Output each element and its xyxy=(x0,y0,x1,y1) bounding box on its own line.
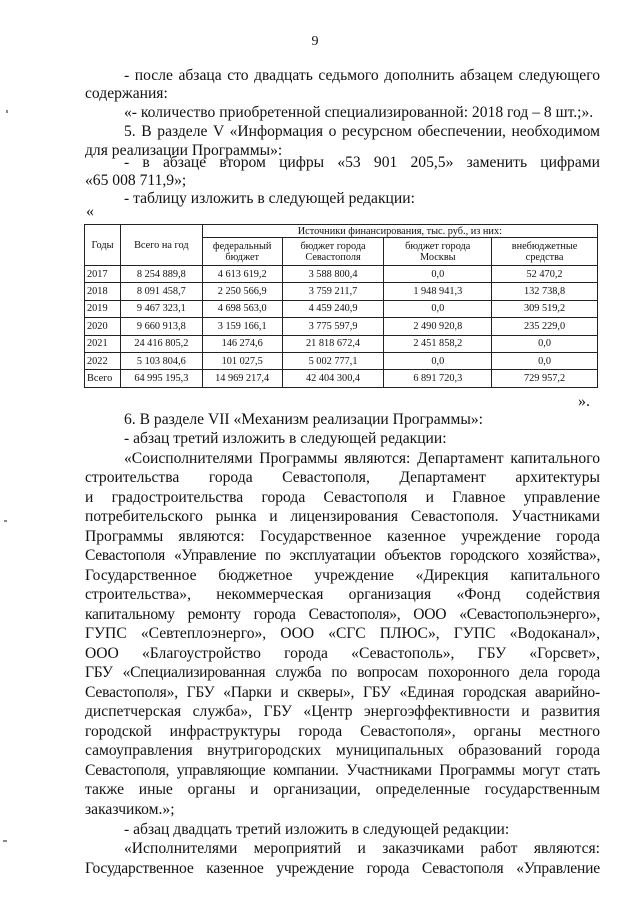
table-cell: 42 404 300,4 xyxy=(282,370,384,387)
scan-speck xyxy=(4,520,7,522)
paragraph-line: капитальному ремонту города Севастополя», ООО «Севастопольэнерго», xyxy=(85,606,600,623)
paragraph-line: «Исполнителями мероприятий и заказчиками работ являются: xyxy=(124,840,600,857)
table-cell: 0,0 xyxy=(384,300,492,317)
table-cell: 2020 xyxy=(85,318,121,335)
table-cell: 6 891 720,3 xyxy=(384,370,492,387)
table-cell: 2 250 566,9 xyxy=(202,283,282,300)
header-sources: Источники финансирования, тыс. руб., из них: xyxy=(202,225,597,238)
table-cell: 8 254 889,8 xyxy=(120,266,202,283)
paragraph-line: строительства города Севастополя, Департамент архитектуры xyxy=(85,469,600,486)
header-federal: федеральный бюджет xyxy=(202,238,282,266)
paragraph-line: Программы являются: Государственное казенное учреждение города xyxy=(85,528,600,545)
table-cell: 3 159 166,1 xyxy=(202,318,282,335)
financing-table xyxy=(84,224,598,388)
paragraph-line: - таблицу изложить в следующей редакции: xyxy=(124,190,415,207)
header-total: Всего на год xyxy=(120,225,202,266)
paragraph-line: диспетчерская служба», ГБУ «Центр энергоэффективности и развития xyxy=(85,703,600,720)
table-cell: 309 519,2 xyxy=(492,300,598,317)
table-cell: 2 451 858,2 xyxy=(384,335,492,352)
header-moscow: бюджет города Москвы xyxy=(384,238,492,266)
table-cell: 2021 xyxy=(85,335,121,352)
quote-open-mark: « xyxy=(86,203,94,220)
table-cell: 2018 xyxy=(85,283,121,300)
scan-speck xyxy=(6,110,8,113)
paragraph-line: ГБУ «Специализированная служба по вопросам похоронного дела города xyxy=(85,664,600,681)
paragraph-line: ООО «Благоустройство города «Севастополь», ГБУ «Горсвет», xyxy=(85,645,600,662)
header-sevastopol: бюджет города Севастополя xyxy=(282,238,384,266)
paragraph-line: «65 008 711,9»; xyxy=(85,172,187,189)
table-cell: 2019 xyxy=(85,300,121,317)
table-cell: 101 027,5 xyxy=(202,352,282,369)
paragraph-line: для реализации Программы»: xyxy=(85,142,283,159)
header-extrabudget: внебюджетные средства xyxy=(492,238,598,266)
table-cell: 0,0 xyxy=(384,352,492,369)
table-row-total xyxy=(85,370,598,387)
quote-close-mark: ». xyxy=(578,393,590,410)
paragraph-line: Севастополя, управляющие компании. Участниками Программы могут стать xyxy=(85,762,600,779)
paragraph-line: Севастополя», ГБУ «Парки и скверы», ГБУ «Единая городская аварийно- xyxy=(85,684,600,701)
table-row xyxy=(85,335,598,352)
table-row xyxy=(85,283,598,300)
table-cell: 146 274,6 xyxy=(202,335,282,352)
table-cell: 14 969 217,4 xyxy=(202,370,282,387)
table-cell: 52 470,2 xyxy=(492,266,598,283)
table-cell: 2 490 920,8 xyxy=(384,318,492,335)
paragraph-line: - абзац двадцать третий изложить в следующей редакции: xyxy=(124,821,510,838)
page-number: 9 xyxy=(311,34,319,49)
paragraph-line: ГУПС «Севтеплоэнерго», ООО «СГС ПЛЮС», ГУПС «Водоканал», xyxy=(85,625,600,642)
paragraph-line: «Соисполнителями Программы являются: Департамент капитального xyxy=(124,450,600,467)
paragraph-line: также иные органы и организации, определенные государственным xyxy=(85,781,600,798)
paragraph-line: - в абзаце втором цифры «53 901 205,5» заменить цифрами xyxy=(124,154,600,171)
table-cell: 5 002 777,1 xyxy=(282,352,384,369)
paragraph-line: городской инфраструктуры города Севастополя», органы местного xyxy=(85,723,600,740)
paragraph-line: самоуправления внутригородских муниципальных образований города xyxy=(85,742,600,759)
table-cell: 0,0 xyxy=(492,335,598,352)
paragraph-line: «- количество приобретенной специализированной: 2018 год – 8 шт.;». xyxy=(124,104,594,121)
table-row xyxy=(85,300,598,317)
table-cell: 0,0 xyxy=(384,266,492,283)
paragraph-line: содержания: xyxy=(85,85,168,102)
table-cell: 4 459 240,9 xyxy=(282,300,384,317)
table-cell: 24 416 805,2 xyxy=(120,335,202,352)
paragraph-line: Государственное казенное учреждение города Севастополя «Управление xyxy=(85,860,600,877)
table-cell: 8 091 458,7 xyxy=(120,283,202,300)
paragraph-line: 5. В разделе V «Информация о ресурсном обеспечении, необходимом xyxy=(124,123,600,140)
table-cell: Всего xyxy=(85,370,121,387)
paragraph-line: и градостроительства города Севастополя и Главное управление xyxy=(85,489,600,506)
paragraph-line: потребительского рынка и лицензирования Севастополя. Участниками xyxy=(85,508,600,525)
table-cell: 2022 xyxy=(85,352,121,369)
paragraph-line: - абзац третий изложить в следующей редакции: xyxy=(124,430,447,447)
table-cell: 2017 xyxy=(85,266,121,283)
table-cell: 4 698 563,0 xyxy=(202,300,282,317)
table-row xyxy=(85,318,598,335)
paragraph-line: строительства», некоммерческая организация «Фонд содействия xyxy=(85,586,600,603)
header-years: Годы xyxy=(85,225,121,266)
paragraph-line: Государственное бюджетное учреждение «Дирекция капитального xyxy=(85,567,600,584)
table-cell: 3 588 800,4 xyxy=(282,266,384,283)
table-cell: 3 775 597,9 xyxy=(282,318,384,335)
table-cell: 9 660 913,8 xyxy=(120,318,202,335)
table-row xyxy=(85,352,598,369)
paragraph-line: Севастополя «Управление по эксплуатации объектов городского хозяйства», xyxy=(85,547,600,564)
scan-speck xyxy=(3,840,7,842)
paragraph-line: заказчиком.»; xyxy=(85,801,175,818)
table-row xyxy=(85,266,598,283)
table-cell: 9 467 323,1 xyxy=(120,300,202,317)
table-cell: 4 613 619,2 xyxy=(202,266,282,283)
table-cell: 235 229,0 xyxy=(492,318,598,335)
table-cell: 0,0 xyxy=(492,352,598,369)
table-cell: 21 818 672,4 xyxy=(282,335,384,352)
table-cell: 64 995 195,3 xyxy=(120,370,202,387)
table-cell: 5 103 804,6 xyxy=(120,352,202,369)
paragraph-line: - после абзаца сто двадцать седьмого дополнить абзацем следующего xyxy=(124,67,600,84)
table-cell: 3 759 211,7 xyxy=(282,283,384,300)
table-cell: 1 948 941,3 xyxy=(384,283,492,300)
section-heading-line: 6. В разделе VII «Механизм реализации Программы»: xyxy=(124,411,483,428)
table-cell: 132 738,8 xyxy=(492,283,598,300)
table-cell: 729 957,2 xyxy=(492,370,598,387)
